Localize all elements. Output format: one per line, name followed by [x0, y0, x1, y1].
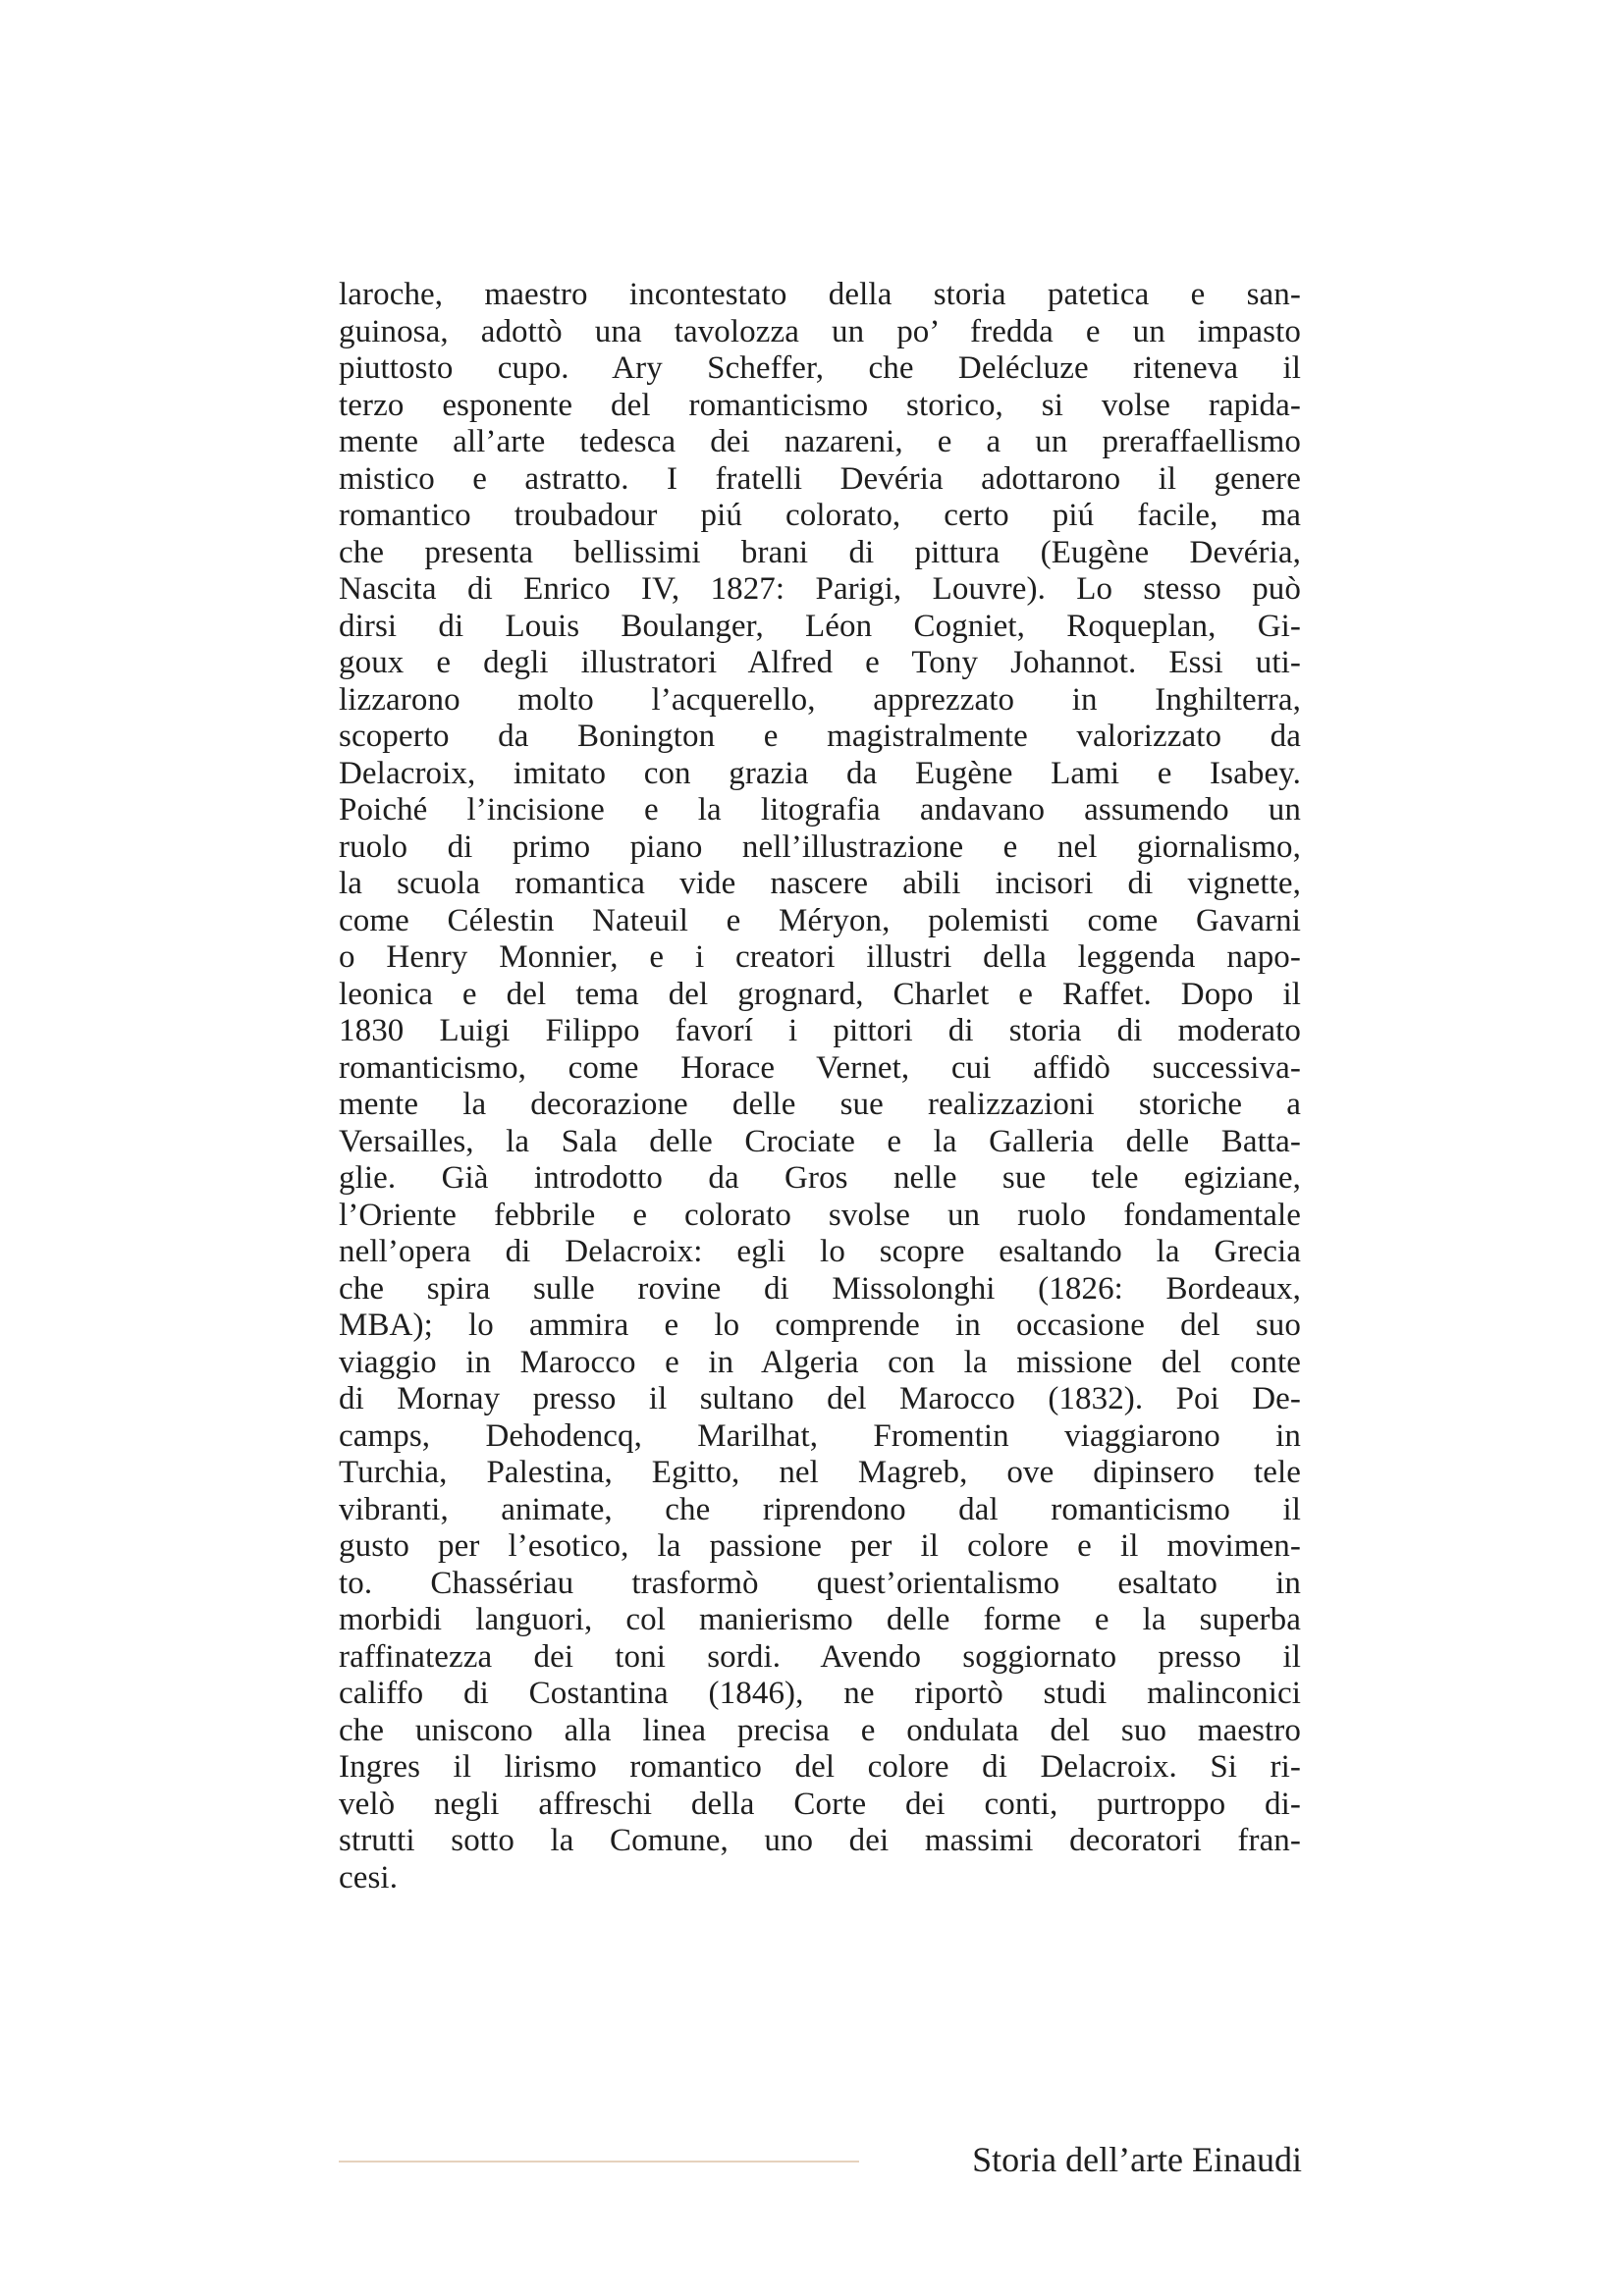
text-line: di Mornay presso il sultano del Marocco (1832). Poi De-: [339, 1381, 1301, 1416]
body-text: [339, 277, 1301, 1896]
text-line: vibranti, animate, che riprendono dal romanticismo il: [339, 1491, 1301, 1527]
text-line: Ingres il lirismo romantico del colore di Delacroix. Si ri-: [339, 1749, 1301, 1785]
text-line: Poiché l’incisione e la litografia andavano assumendo un: [339, 792, 1301, 828]
text-line: mistico e astratto. I fratelli Devéria adottarono il genere: [339, 460, 1301, 497]
text-line: guinosa, adottò una tavolozza un po’ fredda e un impasto: [339, 313, 1301, 349]
text-line: romantico troubadour piú colorato, certo piú facile, ma: [339, 498, 1301, 533]
text-line: mente la decorazione delle sue realizzazioni storiche a: [339, 1087, 1301, 1122]
text-line: 1830 Luigi Filippo favorí i pittori di storia di moderato: [339, 1013, 1301, 1048]
text-line: Versailles, la Sala delle Crociate e la Galleria delle Batta-: [339, 1123, 1301, 1159]
text-line: piuttosto cupo. Ary Scheffer, che Delécluze riteneva il: [339, 350, 1301, 386]
text-line: scoperto da Bonington e magistralmente valorizzato da: [339, 719, 1301, 754]
text-line: che presenta bellissimi brani di pittura (Eugène Devéria,: [339, 534, 1301, 570]
text-line: l’Oriente febbrile e colorato svolse un ruolo fondamentale: [339, 1197, 1301, 1233]
text-line: califfo di Costantina (1846), ne riportò studi malinconici: [339, 1676, 1301, 1711]
text-line: romanticismo, come Horace Vernet, cui affidò successiva-: [339, 1049, 1301, 1086]
text-line: raffinatezza dei toni sordi. Avendo soggiornato presso il: [339, 1638, 1301, 1675]
text-line: la scuola romantica vide nascere abili incisori di vignette,: [339, 866, 1301, 901]
text-line: glie. Già introdotto da Gros nelle sue tele egiziane,: [339, 1160, 1301, 1196]
text-line: goux e degli illustratori Alfred e Tony Johannot. Essi uti-: [339, 645, 1301, 680]
text-line: camps, Dehodencq, Marilhat, Fromentin viaggiarono in: [339, 1417, 1301, 1454]
text-line: laroche, maestro incontestato della storia patetica e san-: [339, 277, 1301, 312]
text-line: cesi.: [339, 1859, 399, 1896]
text-line: leonica e del tema del grognard, Charlet e Raffet. Dopo il: [339, 976, 1301, 1012]
text-line: Nascita di Enrico IV, 1827: Parigi, Louvre). Lo stesso può: [339, 571, 1301, 607]
text-line: strutti sotto la Comune, uno dei massimi decoratori fran-: [339, 1823, 1301, 1858]
text-line: dirsi di Louis Boulanger, Léon Cogniet, Roqueplan, Gi-: [339, 608, 1301, 644]
text-line: che spira sulle rovine di Missolonghi (1826: Bordeaux,: [339, 1270, 1301, 1307]
text-line: morbidi languori, col manierismo delle forme e la superba: [339, 1602, 1301, 1637]
footer-title: Storia dell’arte Einaudi: [972, 2140, 1302, 2179]
text-line: o Henry Monnier, e i creatori illustri della leggenda napo-: [339, 939, 1301, 975]
text-line: to. Chassériau trasformò quest’orientalismo esaltato in: [339, 1565, 1301, 1601]
text-line: nell’opera di Delacroix: egli lo scopre esaltando la Grecia: [339, 1234, 1301, 1269]
text-line: Turchia, Palestina, Egitto, nel Magreb, ove dipinsero tele: [339, 1455, 1301, 1490]
text-line: gusto per l’esotico, la passione per il colore e il movimen-: [339, 1528, 1301, 1564]
text-line: terzo esponente del romanticismo storico, si volse rapida-: [339, 387, 1301, 423]
text-line: viaggio in Marocco e in Algeria con la missione del conte: [339, 1344, 1301, 1380]
text-line: che uniscono alla linea precisa e ondulata del suo maestro: [339, 1712, 1301, 1748]
text-line: come Célestin Nateuil e Méryon, polemisti come Gavarni: [339, 902, 1301, 938]
text-line: Delacroix, imitato con grazia da Eugène Lami e Isabey.: [339, 755, 1301, 791]
text-line: lizzarono molto l’acquerello, apprezzato in Inghilterra,: [339, 681, 1301, 718]
text-line: mente all’arte tedesca dei nazareni, e a un preraffaellismo: [339, 424, 1301, 459]
footer-divider: [339, 2161, 859, 2163]
text-line: velò negli affreschi della Corte dei conti, purtroppo di-: [339, 1786, 1301, 1822]
text-line: ruolo di primo piano nell’illustrazione e nel giornalismo,: [339, 828, 1301, 865]
text-line: MBA); lo ammira e lo comprende in occasione del suo: [339, 1308, 1301, 1343]
